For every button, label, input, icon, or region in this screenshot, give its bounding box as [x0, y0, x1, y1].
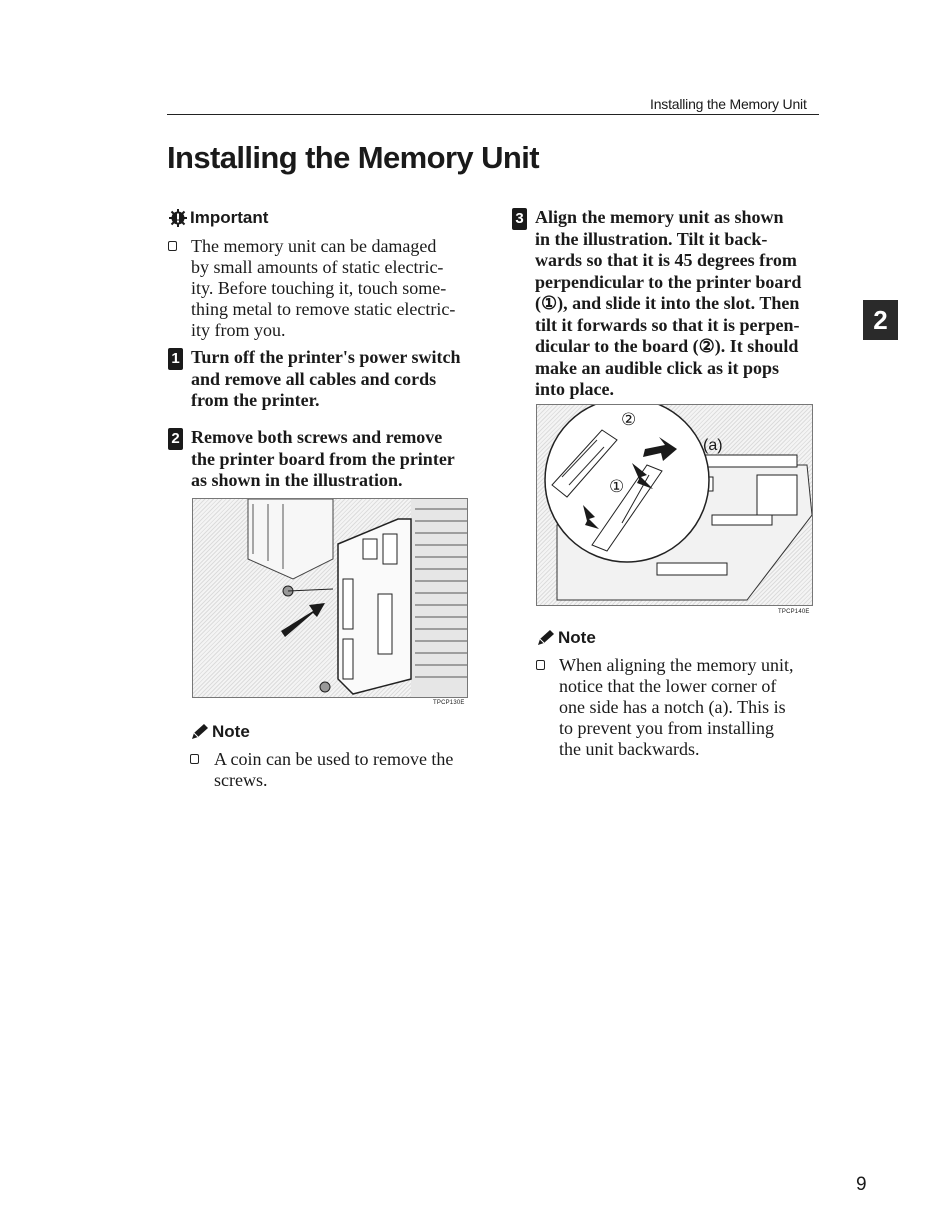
step-line: Align the memory unit as shown	[535, 207, 784, 227]
important-line: The memory unit can be damaged	[191, 236, 437, 256]
note-line: When aligning the memory unit,	[559, 655, 794, 675]
step-line: from the printer.	[191, 390, 320, 410]
note1-item	[190, 749, 490, 795]
note-line: notice that the lower corner of	[559, 676, 777, 696]
step-number-badge: 2	[168, 428, 183, 450]
note2-heading: Note	[536, 628, 596, 648]
important-line: thing metal to remove static electric-	[191, 299, 456, 319]
important-line: ity from you.	[191, 320, 286, 340]
step-line: Turn off the printer's power switch	[191, 347, 461, 367]
note-line: to prevent you from installing	[559, 718, 774, 738]
step-1	[168, 347, 488, 417]
step-line: (①), and slide it into the slot. Then	[535, 293, 800, 313]
important-icon	[168, 208, 188, 228]
note-line: screws.	[214, 770, 268, 790]
step-line: the printer board from the printer	[191, 448, 455, 469]
checkbox-bullet-icon	[536, 660, 545, 670]
figure2-code: TPCP140E	[778, 609, 810, 615]
figure2-label-notch: (a)	[703, 437, 723, 454]
figure1-code: TPCP130E	[433, 700, 465, 706]
checkbox-bullet-icon	[190, 754, 199, 764]
header-rule	[167, 114, 819, 115]
checkbox-bullet-icon	[168, 241, 177, 251]
page-number: 9	[856, 1174, 867, 1195]
step-number-badge: 1	[168, 348, 183, 370]
note2-item	[536, 655, 836, 765]
step-line: as shown in the illustration.	[191, 470, 403, 490]
step-line: and remove all cables and cords	[191, 368, 437, 389]
step-line: perpendicular to the printer board	[535, 271, 802, 292]
step-line: in the illustration. Tilt it back-	[535, 228, 768, 249]
step-line: dicular to the board (②). It should	[535, 336, 799, 356]
chapter-tab: 2	[863, 300, 898, 340]
note1-heading: Note	[190, 722, 250, 742]
printer-board-illustration	[192, 498, 468, 698]
pencil-icon	[190, 723, 210, 741]
note-line: A coin can be used to remove the	[214, 749, 454, 769]
figure2-label-two: ②	[621, 410, 637, 430]
step-2	[168, 427, 488, 497]
important-line: ity. Before touching it, touch some-	[191, 278, 447, 298]
figure2-label-one: ①	[609, 477, 625, 497]
step-number-badge: 3	[512, 208, 527, 230]
step-line: wards so that it is 45 degrees from	[535, 250, 797, 270]
step-line: make an audible click as it pops	[535, 357, 780, 378]
step-line: tilt it forwards so that it is perpen-	[535, 314, 800, 335]
memory-unit-illustration	[536, 404, 813, 606]
step-3	[512, 207, 832, 402]
pencil-icon	[536, 629, 556, 647]
page-title: Installing the Memory Unit	[167, 140, 539, 175]
note-line: one side has a notch (a). This is	[559, 697, 786, 717]
important-item	[168, 236, 488, 346]
important-heading: Important	[168, 208, 268, 228]
note-line: the unit backwards.	[559, 739, 700, 759]
step-line: into place.	[535, 379, 614, 399]
important-line: by small amounts of static electric-	[191, 257, 444, 277]
running-header: Installing the Memory Unit	[650, 96, 807, 112]
step-line: Remove both screws and remove	[191, 427, 443, 447]
